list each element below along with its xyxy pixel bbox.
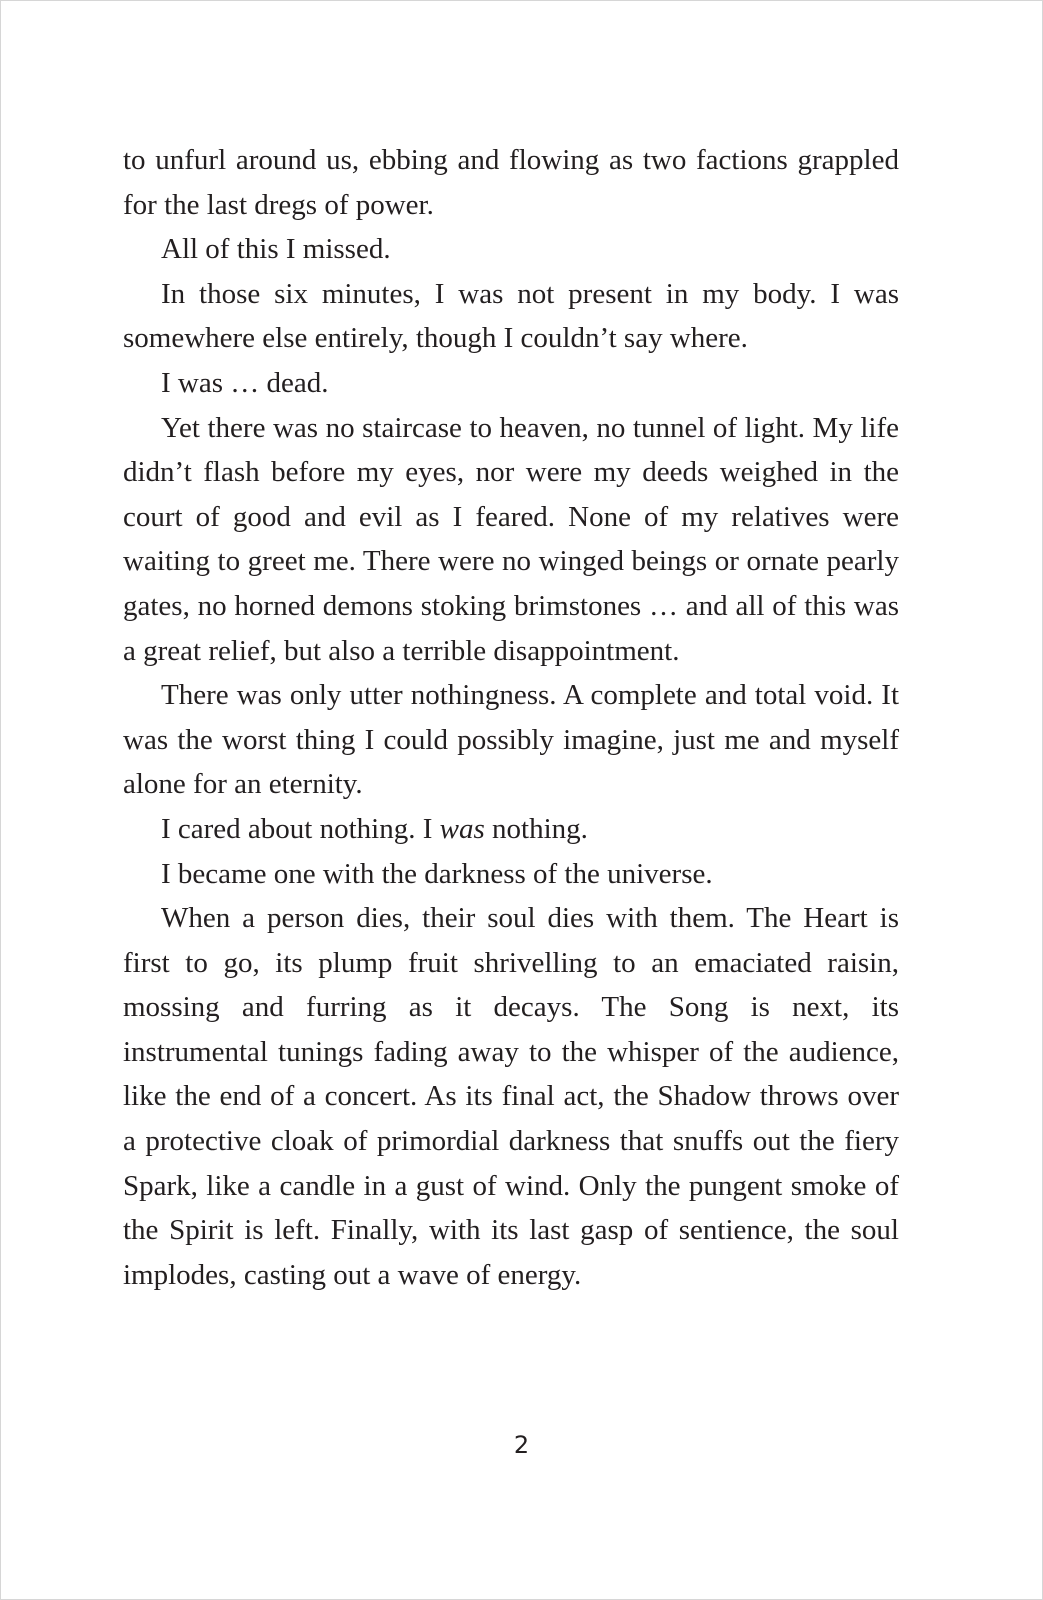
paragraph: Yet there was no staircase to heaven, no tunnel of light. My life didn’t flash before my eyes, nor were my deeds weighed in the court of good and evil as I feared. None of my relatives were waiting to greet me. There were no winged beings or ornate pearly gates, no horned demons stoking brimstones … and all of this was a great relief, but also a terrible disappointment. bbox=[123, 411, 899, 667]
paragraph: All of this I missed. bbox=[161, 233, 391, 266]
paragraph: I was … dead. bbox=[161, 366, 329, 399]
paragraph: When a person dies, their soul dies with them. The Heart is first to go, its plump fruit shrivelling to an emaciated raisin, mossing and furring as it decays. The Song is next, its instrumental tunings fading away to the whisper of the audience, like the end of a concert. As its final act, the Shadow throws over a protective cloak of primordial darkness that snuffs out the fiery Spark, like a candle in a gust of wind. Only the pungent smoke of the Spirit is left. Finally, with its last gasp of sentience, the soul implodes, casting out a wave of energy. bbox=[123, 902, 899, 1291]
emphasis-text: was bbox=[439, 812, 485, 845]
body-text bbox=[123, 138, 899, 1297]
paragraph-continuation: to unfurl around us, ebbing and flowing as two factions grappled for the last dregs of power. bbox=[123, 144, 899, 221]
page-number: 2 bbox=[513, 1431, 530, 1459]
paragraph-text-after: nothing. bbox=[484, 812, 588, 845]
paragraph: There was only utter nothingness. A complete and total void. It was the worst thing I could possibly imagine, just me and myself alone for an eternity. bbox=[123, 679, 899, 801]
paragraph-with-emphasis bbox=[123, 807, 899, 852]
paragraph-text-before: I cared about nothing. I bbox=[161, 812, 440, 845]
paragraph: I became one with the darkness of the universe. bbox=[161, 857, 713, 890]
paragraph: In those six minutes, I was not present in my body. I was somewhere else entirely, though I couldn’t say where. bbox=[123, 277, 899, 355]
